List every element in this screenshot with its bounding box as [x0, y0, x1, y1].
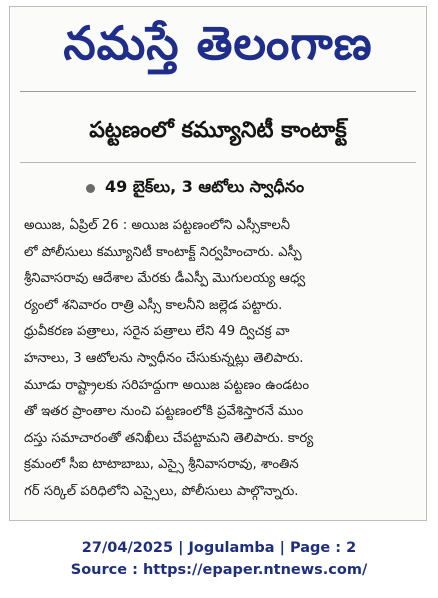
article-headline: పట్టణంలో కమ్యూనిటీ కాంటాక్ట్ [89, 118, 347, 143]
article-subheadline [86, 177, 304, 200]
body-line: అయిజ, ఏప్రిల్ 26 : అయిజ పట్టణంలోని ఎస్సీకాలనీ [24, 218, 291, 233]
bullet-icon [86, 184, 95, 193]
newspaper-clipping [9, 6, 427, 521]
body-line: ధ్రువీకరణ పత్రాలు, సరైన పత్రాలు లేని 49 ద్విచక్ర వా [24, 324, 290, 340]
article-body [24, 213, 410, 506]
footer-source-link: Source : https://epaper.ntnews.com/ [70, 562, 368, 578]
footer-date-edition: 27/04/2025 | Jogulamba | Page : 2 [81, 540, 357, 556]
body-line: గర్ సర్కిల్ పరిధిలోని ఎస్సైలు, పోలీసులు పాల్గొన్నారు. [24, 483, 299, 499]
body-line: మూడు రాష్ట్రాలకు సరిహద్దుగా అయిజ పట్టణం ఉండటం [24, 377, 310, 393]
body-line: క్రమంలో సీఐ టాటాబాబు, ఎస్సై శ్రీనివాసరావు, శాంతిన [24, 457, 299, 473]
body-line: శ్రీనివాసరావు ఆదేశాల మేరకు డీఎస్పీ మొగులయ్య ఆధ్వ [24, 271, 306, 287]
body-line: హనాలు, 3 ఆటోలను స్వాధీనం చేసుకున్నట్లు తెలిపారు. [24, 350, 304, 366]
body-line: లో పోలీసులు కమ్యూనిటీ కాంటాక్ట్ నిర్వహించారు. ఎస్పీ [24, 244, 302, 260]
masthead [10, 7, 426, 79]
subheadline-text: 49 బైక్‌లు, 3 ఆటోలు స్వాధీనం [105, 177, 305, 196]
divider [20, 91, 416, 92]
body-line: దస్తు సమాచారంతో తనిఖీలు చేపట్టామని తెలిపారు. కార్య [24, 430, 314, 446]
body-line: తో ఇతర ప్రాంతాల నుంచి పట్టణంలోకి ప్రవేశిస్తారనే ముం [24, 404, 304, 420]
body-line: ర్యంలో శనివారం రాత్రి ఎస్సీ కాలనీని జల్లెడ పట్టారు. [24, 297, 283, 313]
divider [20, 162, 416, 163]
masthead-logo: నమస్తే తెలంగాణ [63, 16, 373, 70]
source-footer [0, 537, 438, 581]
